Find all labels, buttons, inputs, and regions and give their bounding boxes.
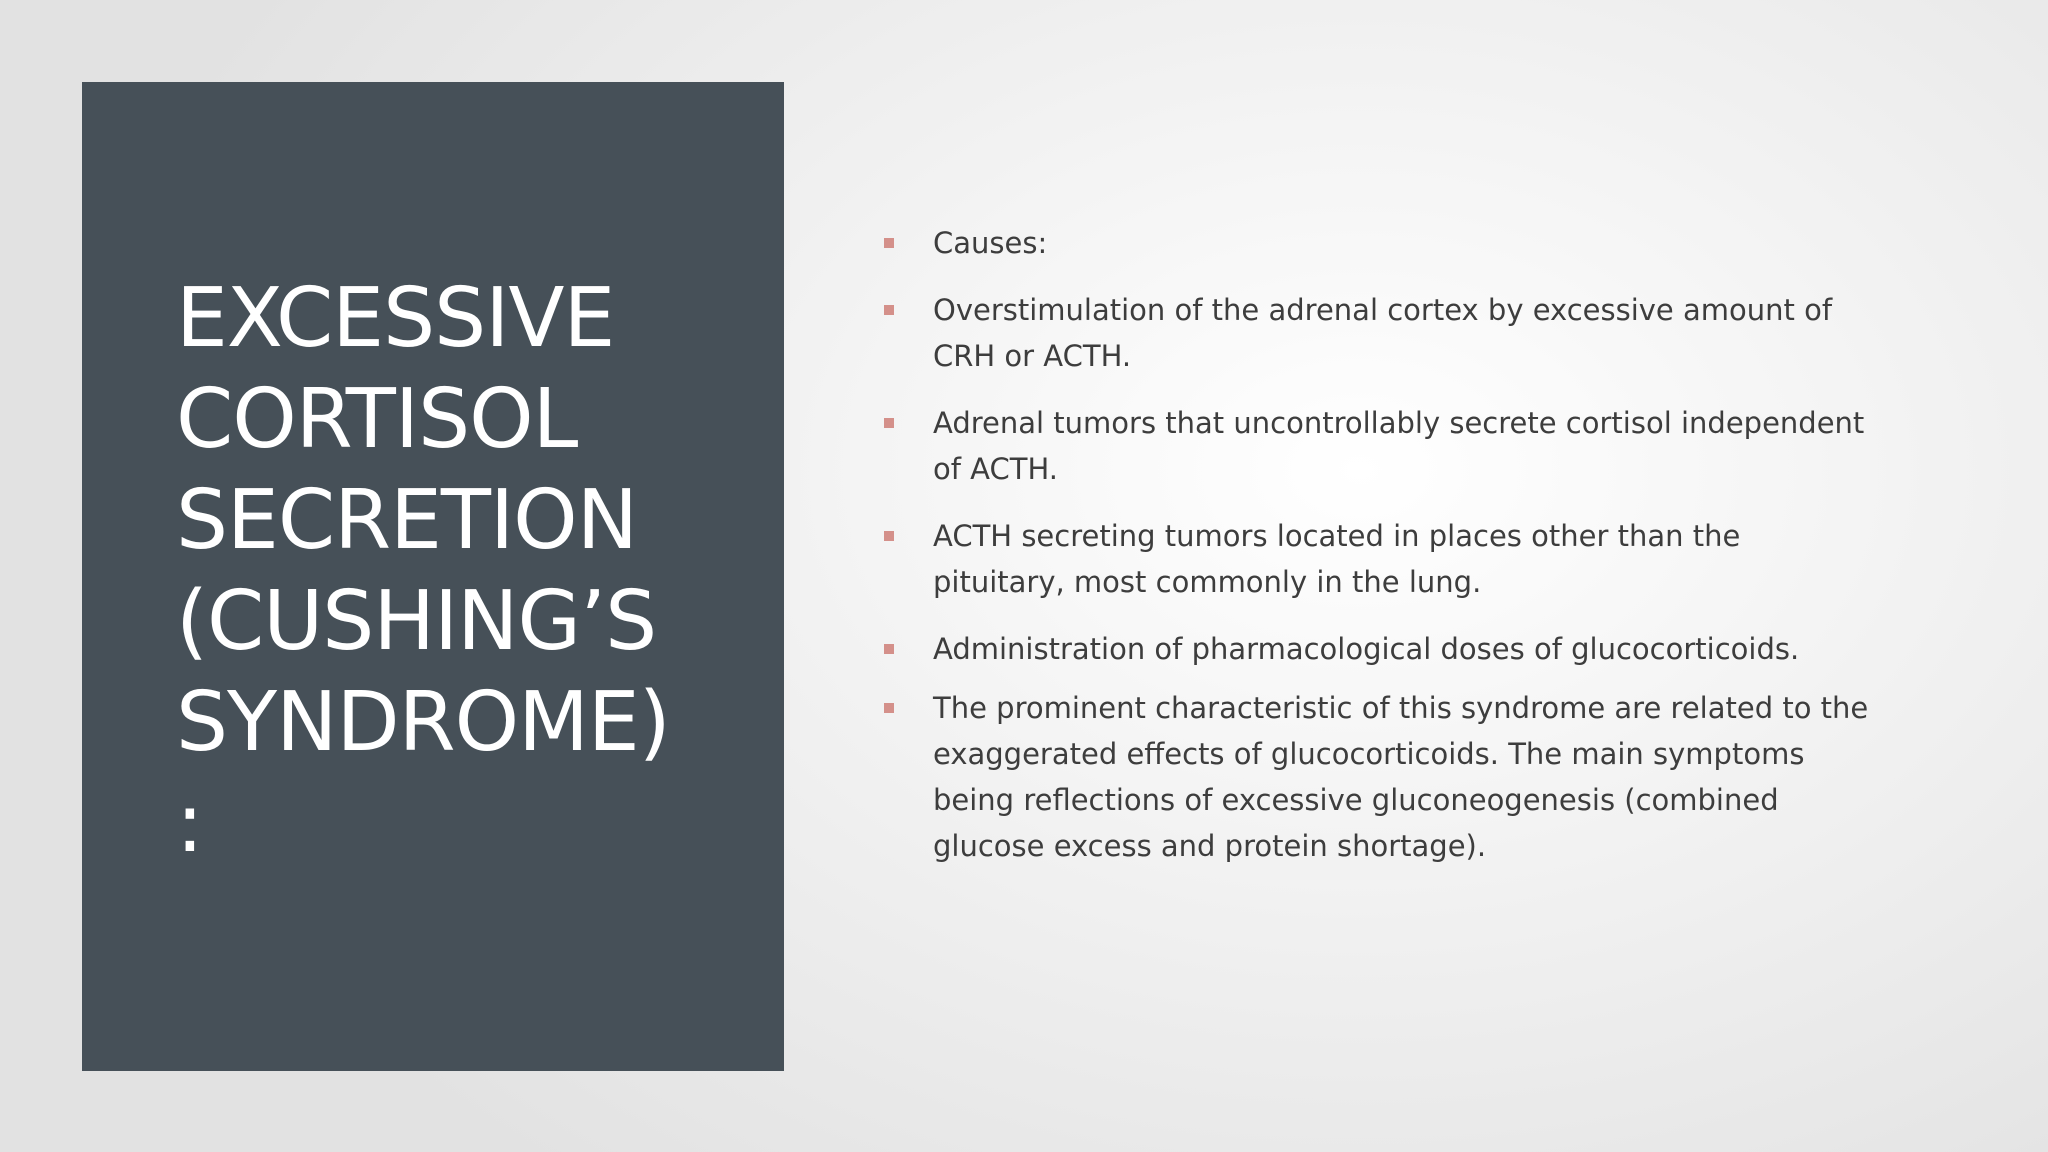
bullet-text: The prominent characteristic of this syndrome are related to the exaggerated effects of glucocorticoids. The main symptoms being reflections of excessive gluconeogenesis (combined glucose excess and protein shortage). <box>933 691 1869 863</box>
square-bullet-icon <box>884 703 894 713</box>
title-panel <box>82 82 784 1071</box>
bullet-text: ACTH secreting tumors located in places other than the pituitary, most commonly in the lung. <box>933 519 1741 599</box>
slide-title <box>176 268 766 874</box>
square-bullet-icon <box>884 238 894 248</box>
bullet-item <box>880 685 1880 869</box>
title-line: CORTISOL <box>176 372 578 467</box>
square-bullet-icon <box>884 531 894 541</box>
title-line: SYNDROME) <box>176 675 670 770</box>
title-line: (CUSHING’S <box>176 574 657 669</box>
bullet-list <box>880 220 1880 890</box>
square-bullet-icon <box>884 305 894 315</box>
title-line: EXCESSIVE <box>176 271 615 366</box>
bullet-text: Causes: <box>933 226 1048 260</box>
bullet-item <box>880 400 1880 492</box>
title-line: SECRETION <box>176 473 638 568</box>
bullet-item <box>880 220 1880 266</box>
bullet-item <box>880 513 1880 605</box>
bullet-item <box>880 626 1880 672</box>
square-bullet-icon <box>884 418 894 428</box>
square-bullet-icon <box>884 644 894 654</box>
title-line: : <box>176 776 203 871</box>
bullet-item <box>880 287 1880 379</box>
bullet-text: Administration of pharmacological doses of glucocorticoids. <box>933 632 1800 666</box>
bullet-text: Adrenal tumors that uncontrollably secrete cortisol independent of ACTH. <box>933 406 1865 486</box>
bullet-text: Overstimulation of the adrenal cortex by excessive amount of CRH or ACTH. <box>933 293 1833 373</box>
